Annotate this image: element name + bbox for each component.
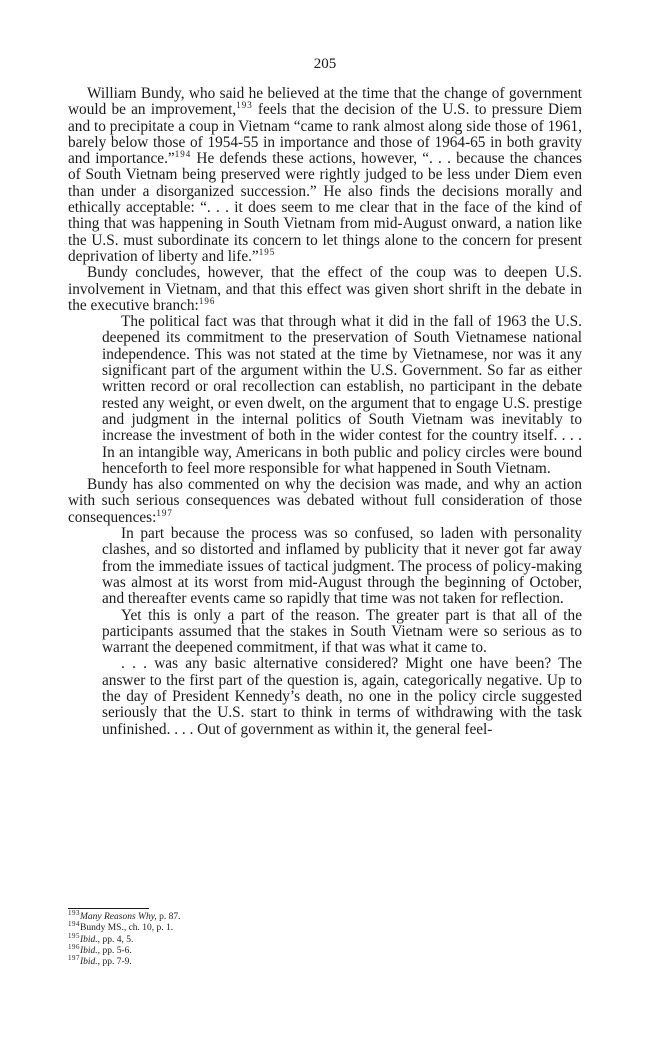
block-quote-paragraph <box>102 656 582 737</box>
footnote <box>68 942 468 957</box>
footnote <box>68 920 468 934</box>
text-run: feels that the decision of the U.S. to pressure Diem and to precipitate a coup in Vietnam “came to rank almost along side those of 1961, barely below those of 1954-55 in importance and those of 1964-65 in both gravity and importance.” <box>68 101 582 168</box>
footnote-text: pp. 5-6. <box>100 945 132 956</box>
footnotes <box>68 908 468 968</box>
footnote-text: pp. 7-9. <box>100 957 132 968</box>
footnote-reference: 196 <box>198 295 216 306</box>
footnote-reference: 194 <box>174 149 192 160</box>
footnote-title: Ibid., <box>80 957 101 968</box>
footnote-number: 194 <box>68 920 80 929</box>
footnote-number: 197 <box>68 954 80 963</box>
body-paragraph <box>68 86 582 265</box>
footnote-number: 196 <box>68 942 80 951</box>
footnote-title: Many Reasons Why, <box>80 912 157 922</box>
footnote-reference: 193 <box>236 100 253 111</box>
body-text <box>68 86 582 738</box>
block-quote-paragraph <box>102 314 582 477</box>
block-quote-paragraph <box>102 608 582 657</box>
footnote-divider <box>68 908 149 909</box>
footnote-title: Ibid., <box>80 934 101 945</box>
page-number: 205 <box>313 56 337 72</box>
text-run: In part because the process was so confused, so laden with personality clashes, and so distorted and inflamed by publicity that it never got far away from the immediate issues of tactical judgment. The process of policy-making was almost at its worst from mid-August through the beginning of October, and thereafter events came so rapidly that time was not taken for reflection. <box>102 525 582 608</box>
body-paragraph <box>68 265 582 314</box>
footnote-number: 193 <box>68 908 80 917</box>
text-run: He defends these actions, however, “. . . because the chances of South Vietnam being preserved were rightly judged to be less under Diem even than under a disorganized succession.” He also finds the decisions morally and ethically acceptable: “. . . it does seem to me clear that in the face of the kind of thing that was happening in South Vietnam from mid-August onward, a nation like the U.S. must subordinate its concern to let things alone to the concern for present deprivation of liberty and life.” <box>68 150 582 265</box>
footnote-reference: 197 <box>156 507 173 518</box>
text-run: The political fact was that through what it did in the fall of 1963 the U.S. deepened its commitment to the preservation of South Vietnamese national independence. This was not stated at the time by Vietnamese, nor was it any significant part of the argument within the U.S. Government. So far as either written record or oral recollection can establish, no participant in the debate rested any weight, or even dwelt, on the argument that to engage U.S. prestige and judgment in the internal politics of South Vietnam was inevitably to increase the investment of both in the wider contest for the country itself. . . . In an intangible way, Americans in both public and policy circles were bound henceforth to feel more responsible for what happened in South Vietnam. <box>102 313 582 477</box>
text-run: Bundy has also commented on why the decision was made, and why an action with such serious consequences was debated without full consideration of those consequences: <box>68 476 582 526</box>
footnote-text: Bundy MS., ch. 10, p. 1. <box>80 923 174 934</box>
text-run: Bundy concludes, however, that the effect of the coup was to deepen U.S. involvement in Vietnam, and that this effect was given short shrift in the debate in the executive branch: <box>68 264 582 314</box>
footnote-text: p. 87. <box>156 912 181 922</box>
text-run: William Bundy, who said he believed at the time that the change of government would be an improvement, <box>68 85 582 119</box>
text-run: . . . was any basic alternative considered? Might one have been? The answer to the first part of the question is, again, categorically negative. Up to the day of President Kennedy’s death, no one in the policy circle suggested seriously that the U.S. start to think in terms of withdrawing with the task unfinished. . . . Out of government as within it, the general feel- <box>102 655 582 738</box>
footnote <box>68 954 468 968</box>
footnote <box>68 908 468 923</box>
text-run: Yet this is only a part of the reason. The greater part is that all of the participants assumed that the stakes in South Vietnam were so serious as to warrant the deepened commitment, if that was what it came to. <box>102 606 582 657</box>
footnote <box>68 931 468 946</box>
body-paragraph <box>68 477 582 526</box>
footnote-number: 195 <box>68 931 80 940</box>
footnote-title: Ibid., <box>80 945 101 956</box>
block-quote-paragraph <box>102 526 582 607</box>
footnote-text: pp. 4, 5. <box>100 934 134 945</box>
footnote-reference: 195 <box>258 246 276 257</box>
